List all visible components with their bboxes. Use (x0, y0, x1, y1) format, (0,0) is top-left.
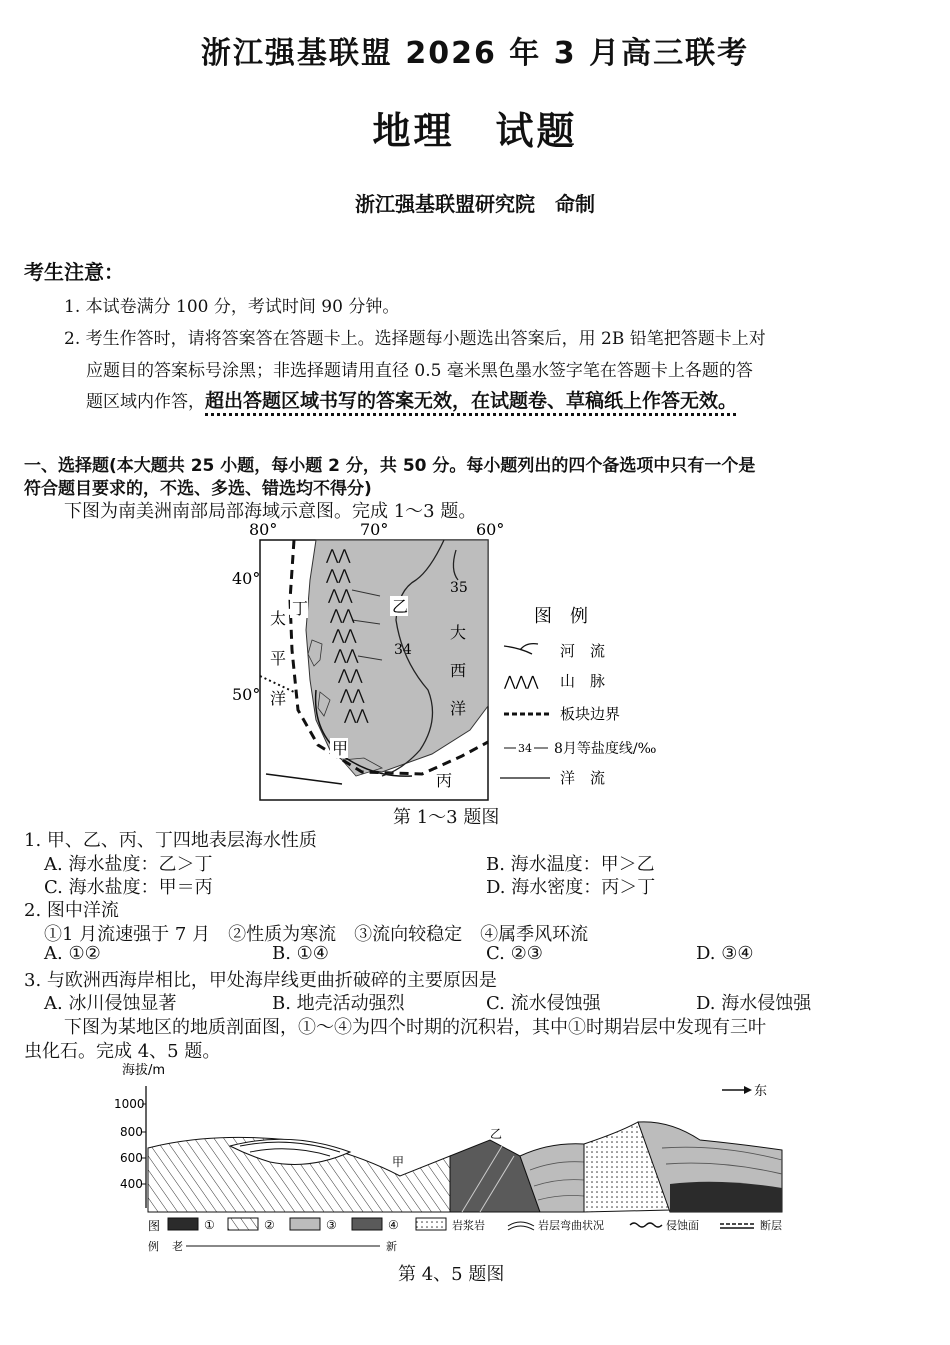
lat-label-50: 50° (232, 685, 261, 704)
notice-heading: 考生注意： (24, 260, 124, 284)
legend-layer-4: ④ (388, 1218, 399, 1232)
question-2-option-a: A. ①② (44, 943, 101, 964)
question-1-option-d: D. 海水密度：丙＞丁 (486, 877, 656, 898)
exam-series-title: 浙江强基联盟 2026 年 3 月高三联考 (200, 36, 750, 71)
question-2-option-d: D. ③④ (696, 943, 754, 964)
svg-text:⋀⋀: ⋀⋀ (328, 586, 353, 604)
notice-item-2-line-3 (86, 386, 737, 413)
legend-fold: 岩层弯曲状况 (538, 1219, 604, 1232)
legend-layer-3: ③ (326, 1218, 337, 1232)
question-2-option-b: B. ①④ (272, 943, 329, 964)
question-1-option-a: A. 海水盐度：乙＞丁 (44, 854, 213, 875)
question-2-stem: 2. 图中洋流 (24, 900, 119, 921)
map-caption: 第 1～3 题图 (393, 807, 500, 828)
label-jia: 甲 (392, 1155, 405, 1169)
ytick-1000: 1000 (114, 1097, 145, 1111)
exam-author: 浙江强基联盟研究院 命制 (355, 192, 595, 216)
question-1-stem: 1. 甲、乙、丙、丁四地表层海水性质 (24, 830, 317, 851)
lon-label-80: 80° (249, 520, 278, 539)
place-jia: 甲 (332, 739, 349, 758)
legend-river: 河 流 (560, 642, 606, 660)
svg-text:⋀⋀: ⋀⋀ (338, 666, 363, 684)
ytick-600: 600 (120, 1151, 143, 1165)
question-3-option-b: B. 地壳活动强烈 (272, 993, 405, 1014)
ytick-800: 800 (120, 1125, 143, 1139)
lon-label-70: 70° (360, 520, 389, 539)
intro-profile-line-1: 下图为某地区的地质剖面图，①～④为四个时期的沉积岩，其中①时期岩层中发现有三叶 (64, 1017, 766, 1038)
isohaline-label-35: 35 (450, 580, 468, 596)
legend-old: 老 (172, 1240, 183, 1252)
section-heading-line-2: 符合题目要求的，不选、多选、错选均不得分) (24, 479, 372, 499)
legend-title: 图 例 (534, 606, 588, 627)
east-arrow-icon (744, 1086, 752, 1094)
question-1-option-c: C. 海水盐度：甲＝丙 (44, 877, 213, 898)
place-yi: 乙 (392, 597, 409, 616)
lat-label-40: 40° (232, 569, 261, 588)
pacific-char-1: 太 (270, 609, 287, 628)
profile-caption: 第 4、5 题图 (398, 1264, 505, 1285)
east-label: 东 (754, 1084, 768, 1099)
question-2-option-c: C. ②③ (486, 943, 543, 964)
question-1-option-b: B. 海水温度：甲＞乙 (486, 854, 655, 875)
legend-magma: 岩浆岩 (452, 1219, 485, 1232)
svg-text:⋀⋀: ⋀⋀ (334, 646, 359, 664)
question-3-stem: 3. 与欧洲西海岸相比，甲处海岸线更曲折破碎的主要原因是 (24, 970, 497, 991)
atlantic-char-3: 洋 (450, 699, 467, 718)
svg-text:⋀⋀: ⋀⋀ (332, 626, 357, 644)
place-bing: 丙 (436, 771, 453, 790)
notice-item-1: 1. 本试卷满分 100 分，考试时间 90 分钟。 (64, 297, 400, 317)
fold-legend-icon (508, 1222, 534, 1230)
label-yi: 乙 (490, 1127, 503, 1141)
river-legend-icon (504, 644, 538, 654)
question-2-items: ①1 月流速强于 7 月 ②性质为寒流 ③流向较稳定 ④属季风环流 (44, 924, 589, 945)
strata-layer-4 (450, 1140, 540, 1212)
notice-emphasis-text: 超出答题区域书写的答案无效，在试题卷、草稿纸上作答无效。 (205, 390, 738, 412)
legend-new: 新 (386, 1240, 397, 1252)
legend-title-1: 图 (148, 1219, 161, 1233)
intro-map-question: 下图为南美洲南部局部海域示意图。完成 1～3 题。 (64, 501, 477, 522)
pacific-char-2: 平 (270, 649, 287, 668)
intro-profile-line-2: 虫化石。完成 4、5 题。 (24, 1041, 221, 1062)
lon-label-60: 60° (476, 520, 505, 539)
svg-text:⋀⋀: ⋀⋀ (344, 706, 369, 724)
section-heading-line-1: 一、选择题(本大题共 25 小题，每小题 2 分，共 50 分。每小题列出的四个备选项中只有一个是 (24, 456, 756, 476)
atlantic-char-2: 西 (450, 661, 467, 680)
svg-text:⋀⋀: ⋀⋀ (340, 686, 365, 704)
legend-current: 洋 流 (560, 769, 606, 787)
legend-erosion: 侵蚀面 (666, 1219, 699, 1232)
legend-plate: 板块边界 (560, 705, 621, 723)
notice-item-2-line-1: 2. 考生作答时，请将答案答在答题卡上。选择题每小题选出答案后，用 2B 铅笔把答题卡上对 (64, 329, 766, 349)
strata-layer-1 (670, 1182, 782, 1212)
erosion-legend-icon (630, 1223, 662, 1227)
ytick-400: 400 (120, 1177, 143, 1191)
legend-title-2: 例 (148, 1240, 159, 1252)
pacific-char-3: 洋 (270, 689, 287, 708)
legend-salinity-value: 34 (518, 742, 532, 755)
notice-item-2-line-2: 应题目的答案标号涂黑；非选择题请用直径 0.5 毫米黑色墨水签字笔在答题卡上各题的答 (86, 361, 753, 381)
place-ding: 丁 (292, 599, 309, 618)
legend-mountain: 山 脉 (560, 672, 606, 690)
legend-layer-2: ② (264, 1218, 275, 1232)
atlantic-char-1: 大 (450, 623, 467, 642)
legend-salinity: 8月等盐度线/‰ (554, 741, 657, 757)
legend-layer-1: ① (204, 1218, 215, 1232)
mountain-legend-icon: ⋀⋀⋀ (504, 674, 539, 690)
svg-text:⋀⋀: ⋀⋀ (326, 566, 351, 584)
isohaline-label-34: 34 (394, 642, 412, 658)
svg-text:⋀⋀: ⋀⋀ (326, 546, 351, 564)
notice-plain-text: 题区域内作答， (86, 392, 205, 412)
page-title: 地理 试题 (372, 108, 578, 153)
south-america-map (232, 520, 692, 810)
legend-fault: 断层 (760, 1219, 782, 1232)
question-3-option-c: C. 流水侵蚀强 (486, 993, 601, 1014)
geologic-profile (110, 1060, 800, 1252)
svg-text:⋀⋀: ⋀⋀ (330, 606, 355, 624)
question-3-option-d: D. 海水侵蚀强 (696, 993, 812, 1014)
profile-ylabel: 海拔/m (122, 1063, 166, 1078)
question-3-option-a: A. 冰川侵蚀显著 (44, 993, 177, 1014)
